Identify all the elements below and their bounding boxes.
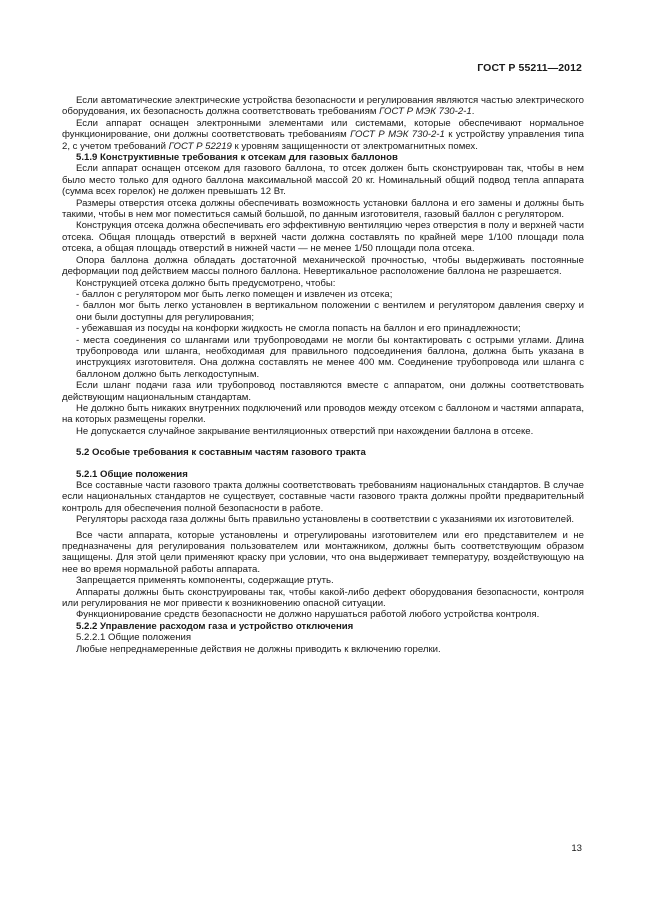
paragraph: Размеры отверстия отсека должны обеспечивать возможность установки баллона и его замены и должны быть такими, чтобы в нем мог поместиться самый большой, по данным изготовителя, газовый баллон с регулятором. xyxy=(62,197,584,221)
paragraph: Не допускается случайное закрывание вентиляционных отверстий при нахождении баллона в отсеке. xyxy=(76,425,534,437)
text: к уровням защищенности от электромагнитных помех. xyxy=(231,140,478,152)
paragraph: Функционирование средств безопасности не должно нарушаться работой любого устройства контроля. xyxy=(76,609,540,621)
paragraph: Все составные части газового тракта должны соответствовать требованиям национальных стандартов. В случае если национальных стандартов не существует, составные части газового тракта должны пройти предварительный контроль для обеспечения полной безопасности в работе. xyxy=(62,480,584,514)
document-body xyxy=(62,95,584,655)
standard-reference: ГОСТ Р 52219 xyxy=(168,140,232,152)
heading-5-1-9: 5.1.9 Конструктивные требования к отсекам для газовых баллонов xyxy=(76,152,398,164)
heading-5-2-1: 5.2.1 Общие положения xyxy=(76,468,188,480)
standard-reference: ГОСТ Р МЭК 730-2-1 xyxy=(350,129,445,141)
paragraph: Все части аппарата, которые установлены и отрегулированы изготовителем или его представителем и не предназначены для регулирования пользователем или монтажником, должны быть соответствующим образом защищены. Для этой цели применяют краску при условии, что она выдерживает температуру, воздействующую на нее во время нормальной работы аппарата. xyxy=(62,529,584,575)
subheading-5-2-2-1: 5.2.2.1 Общие положения xyxy=(76,632,192,644)
paragraph: Не должно быть никаких внутренних подключений или проводов между отсеком с баллоном и частями аппарата, на которых размещены горелки. xyxy=(62,402,584,426)
paragraph: Любые непреднамеренные действия не должны приводить к включению горелки. xyxy=(76,643,441,655)
text: . xyxy=(471,106,475,118)
list-item: - баллон с регулятором мог быть легко помещен и извлечен из отсека; xyxy=(76,288,393,300)
list-item: - баллон мог быть легко установлен в вертикальном положении с вентилем и регулятором давления сверху и они были доступны для регулирования; xyxy=(76,300,584,323)
paragraph: Если аппарат оснащен отсеком для газового баллона, то отсек должен быть сконструирован так, чтобы в нем было место только для одного баллона максимальной массой 20 кг. Номинальный общий подвод тепла аппарата (сумма всех горелок) не должен превышать 12 Вт. xyxy=(62,163,584,198)
text: Если аппарат оснащен электронными элементами или системами, которые обеспечивают нормальное функционирование, они должны соответствовать требованиям xyxy=(62,117,584,141)
paragraph: Запрещается применять компоненты, содержащие ртуть. xyxy=(76,575,334,587)
document-header: ГОСТ Р 55211—2012 xyxy=(477,62,582,74)
paragraph: Конструкция отсека должна обеспечивать его эффективную вентиляцию через отверстия в полу и верхней части отсека. Общая площадь отверстий в верхней части должна составлять по крайней мере 1/100 площади пола отсека, а общая площадь отверстий в нижней части — не менее 1/50 площади пола отсека. xyxy=(62,220,584,255)
paragraph: Опора баллона должна обладать достаточной механической прочностью, чтобы выдерживать постоянные деформации под действием массы полного баллона. Невертикальное расположение баллона не разрешается. xyxy=(62,254,584,278)
page-number: 13 xyxy=(571,843,582,854)
paragraph: Если шланг подачи газа или трубопровод поставляются вместе с аппаратом, они должны соответствовать действующим национальным стандартам. xyxy=(62,380,584,403)
standard-reference: ГОСТ Р МЭК 730-2-1 xyxy=(379,106,472,118)
paragraph-electronic-elements xyxy=(62,118,584,152)
list-item: - убежавшая из посуды на конфорки жидкость не смогла попасть на баллон и его принадлежности; xyxy=(76,323,521,335)
paragraph-electric-safety xyxy=(62,95,584,118)
paragraph: Конструкцией отсека должно быть предусмотрено, чтобы: xyxy=(76,277,336,289)
paragraph: Аппараты должны быть сконструированы так, чтобы какой-либо дефект оборудования безопасности, контроля или регулирования не мог привести к возникновению опасной ситуации. xyxy=(62,586,584,610)
heading-5-2-2: 5.2.2 Управление расходом газа и устройство отключения xyxy=(76,620,354,632)
paragraph: Регуляторы расхода газа должны быть правильно установлены в соответствии с указаниями их изготовителей. xyxy=(76,514,575,526)
list-item: - места соединения со шлангами или трубопроводами не могли бы контактировать с острыми углами. Длина трубопровода или шланга, необходимая для правильного подсоединения баллона, должна быть указана в инструкциях изготовителя. Она должна составлять не менее 400 мм. Соединение трубопровода или шланга с баллоном должно быть легкодоступным. xyxy=(76,334,584,380)
text: к устройству управления типа 2, с учетом требований xyxy=(62,129,584,152)
heading-5-2: 5.2 Особые требования к составным частям газового тракта xyxy=(76,447,366,459)
text: Если автоматические электрические устройства безопасности и регулирования являются частью электрического оборудования, их безопасность должна соответствовать требованиям xyxy=(62,95,584,118)
